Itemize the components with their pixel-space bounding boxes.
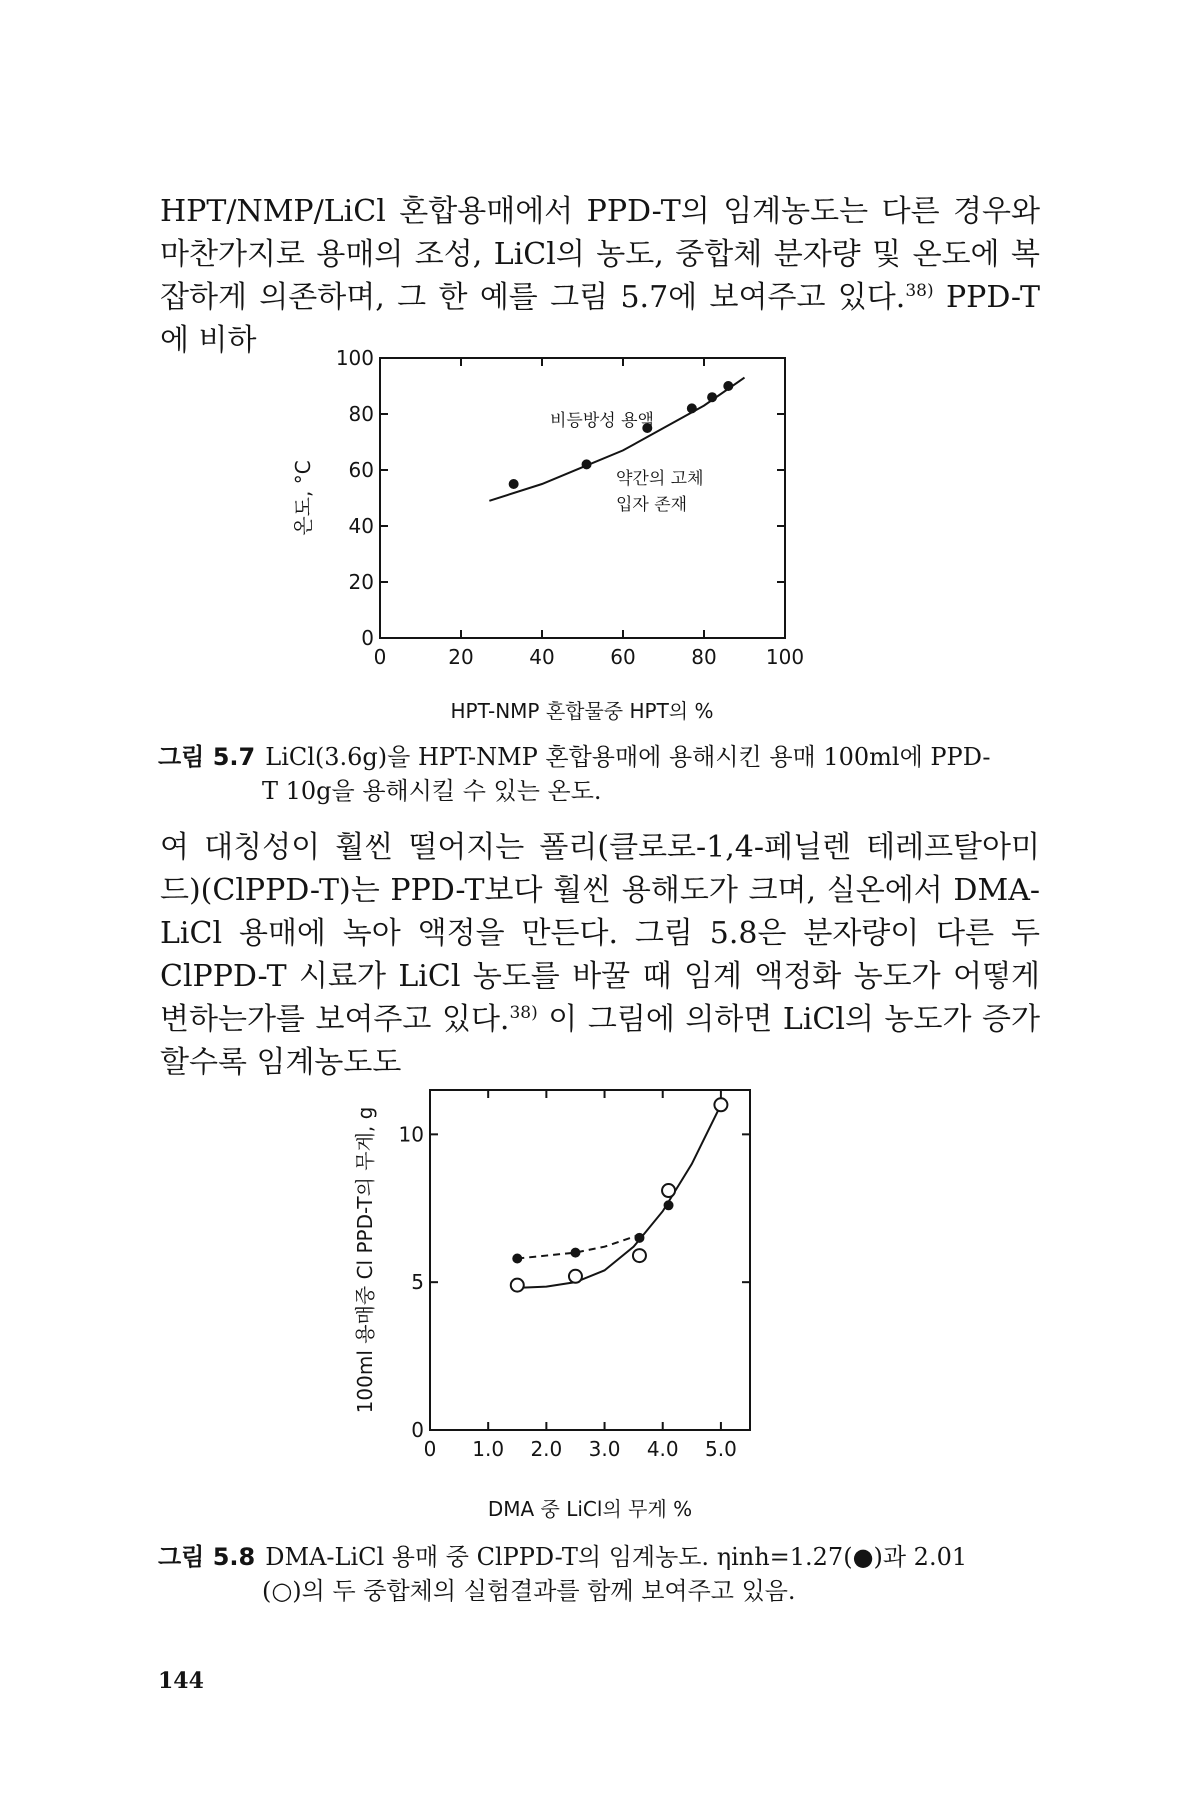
paragraph-1-text: HPT/NMP/LiCl 혼합용매에서 PPD-T의 임계농도는 다른 경우와 마찬가지로 용매의 조성, LiCl의 농도, 중합체 분자량 및 온도에 복잡하게 의존하며, 그 한 예를 그림 5.7에 보여주고 있다. <box>160 194 1040 315</box>
figure-5-7-label: 그림 5.7 <box>158 743 256 771</box>
paragraph-1 <box>160 190 1040 362</box>
chart2-curves <box>511 1105 720 1288</box>
chart2-x-axis-label: DMA 중 LiCl의 무게 % <box>487 1497 693 1521</box>
chart2-x-tick-label: 0 <box>423 1437 437 1461</box>
chart2-point-open-circle <box>633 1249 646 1262</box>
chart2-point-filled-circle <box>664 1201 673 1210</box>
chart2-point-filled-circle <box>635 1233 644 1242</box>
chart2-point-filled-circle <box>513 1254 522 1263</box>
chart2-y-axis-label: 100ml 용매중 Cl PPD-T의 무게, g <box>353 1106 377 1414</box>
annotation-anisotropic-solution: 비등방성 용액 <box>550 411 654 431</box>
figure-5-8-chart <box>350 1080 790 1540</box>
chart1-point-filled-circle <box>724 382 733 391</box>
chart2-solid-curve <box>511 1105 720 1288</box>
chart2-x-tick-labels <box>424 1437 737 1461</box>
chart2-point-filled-circle <box>571 1248 580 1257</box>
paragraph-2 <box>160 826 1040 1084</box>
chart1-point-filled-circle <box>509 480 518 489</box>
chart2-y-tick-label: 0 <box>411 1418 424 1442</box>
chart1-y-tick-label: 40 <box>348 514 374 538</box>
chart2-x-tick-label: 5.0 <box>705 1437 737 1461</box>
chart1-y-tick-label: 0 <box>361 626 374 650</box>
chart1-ticks <box>380 358 785 638</box>
page-number: 144 <box>158 1668 204 1694</box>
chart1-x-tick-labels <box>374 645 804 669</box>
paragraph-1-tail: PPD-T에 비하 <box>160 280 1041 358</box>
figure-5-8-caption-line1: DMA-LiCl 용매 중 ClPPD-T의 임계농도. ηinh=1.27(●)과 2.01 <box>265 1543 968 1571</box>
chart2-point-open-circle <box>569 1270 582 1283</box>
reference-38-a: 38) <box>905 281 934 301</box>
chart1-point-filled-circle <box>687 404 696 413</box>
chart1-x-tick-label: 60 <box>610 645 636 669</box>
figure-5-8-caption-line2: (○)의 두 중합체의 실험결과를 함께 보여주고 있음. <box>262 1577 796 1605</box>
chart2-x-tick-label: 4.0 <box>646 1437 679 1461</box>
chart1-x-tick-label: 100 <box>765 645 805 669</box>
figure-5-8-label: 그림 5.8 <box>158 1543 256 1571</box>
figure-5-7-caption <box>158 740 1038 808</box>
annotation-solid-particles-1: 약간의 고체 <box>616 469 704 489</box>
chart2-point-open-circle <box>662 1184 675 1197</box>
chart1-y-tick-label: 80 <box>348 402 374 426</box>
figure-5-8-caption <box>158 1540 1038 1608</box>
chart1-frame <box>380 358 785 638</box>
chart2-point-open-circle <box>511 1279 524 1292</box>
chart2-x-tick-label: 1.0 <box>472 1437 505 1461</box>
chart1-point-filled-circle <box>582 460 591 469</box>
chart1-x-tick-label: 40 <box>529 645 555 669</box>
chart1-y-tick-label: 100 <box>335 348 374 370</box>
chart2-x-tick-label: 2.0 <box>530 1437 563 1461</box>
figure-5-7-chart <box>260 348 820 728</box>
figure-5-7-caption-line2: T 10g을 용해시킬 수 있는 온도. <box>262 777 602 805</box>
chart1-x-axis-label: HPT-NMP 혼합물중 HPT의 % <box>450 699 714 723</box>
chart2-x-tick-label: 3.0 <box>588 1437 621 1461</box>
chart1-point-filled-circle <box>708 393 717 402</box>
annotation-solid-particles-2: 입자 존재 <box>616 495 688 515</box>
chart2-y-tick-labels <box>399 1122 424 1442</box>
paragraph-2-tail: 이 그림에 의하면 LiCl의 농도가 증가할수록 임계농도도 <box>160 1002 1040 1080</box>
chart1-y-axis-label: 온도, °C <box>291 460 315 536</box>
chart1-x-tick-label: 80 <box>691 645 717 669</box>
chart1-x-tick-label: 0 <box>373 645 387 669</box>
chart1-y-tick-labels <box>336 348 374 650</box>
chart2-points <box>511 1098 728 1291</box>
paragraph-2-text: 여 대칭성이 훨씬 떨어지는 폴리(클로로-1,4-페닐렌 테레프탈아미드)(ClPPD-T)는 PPD-T보다 훨씬 용해도가 크며, 실온에서 DMA-LiCl 용매에 녹아 액정을 만든다. 그림 5.8은 분자량이 다른 두 ClPPD-T 시료가 LiCl 농도를 바꿀 때 임계 액정화 농도가 어떻게 변하는가를 보여주고 있다. <box>160 830 1040 1037</box>
reference-38-b: 38) <box>509 1003 538 1023</box>
chart2-y-tick-label: 10 <box>398 1122 424 1147</box>
chart1-x-tick-label: 20 <box>448 645 474 669</box>
chart2-point-open-circle <box>714 1098 727 1111</box>
chart1-y-tick-label: 20 <box>348 570 374 594</box>
chart1-y-tick-label: 60 <box>348 458 374 482</box>
figure-5-7-caption-line1: LiCl(3.6g)을 HPT-NMP 혼합용매에 용해시킨 용매 100ml에 PPD- <box>265 743 991 771</box>
chart2-y-tick-label: 5 <box>411 1270 424 1295</box>
